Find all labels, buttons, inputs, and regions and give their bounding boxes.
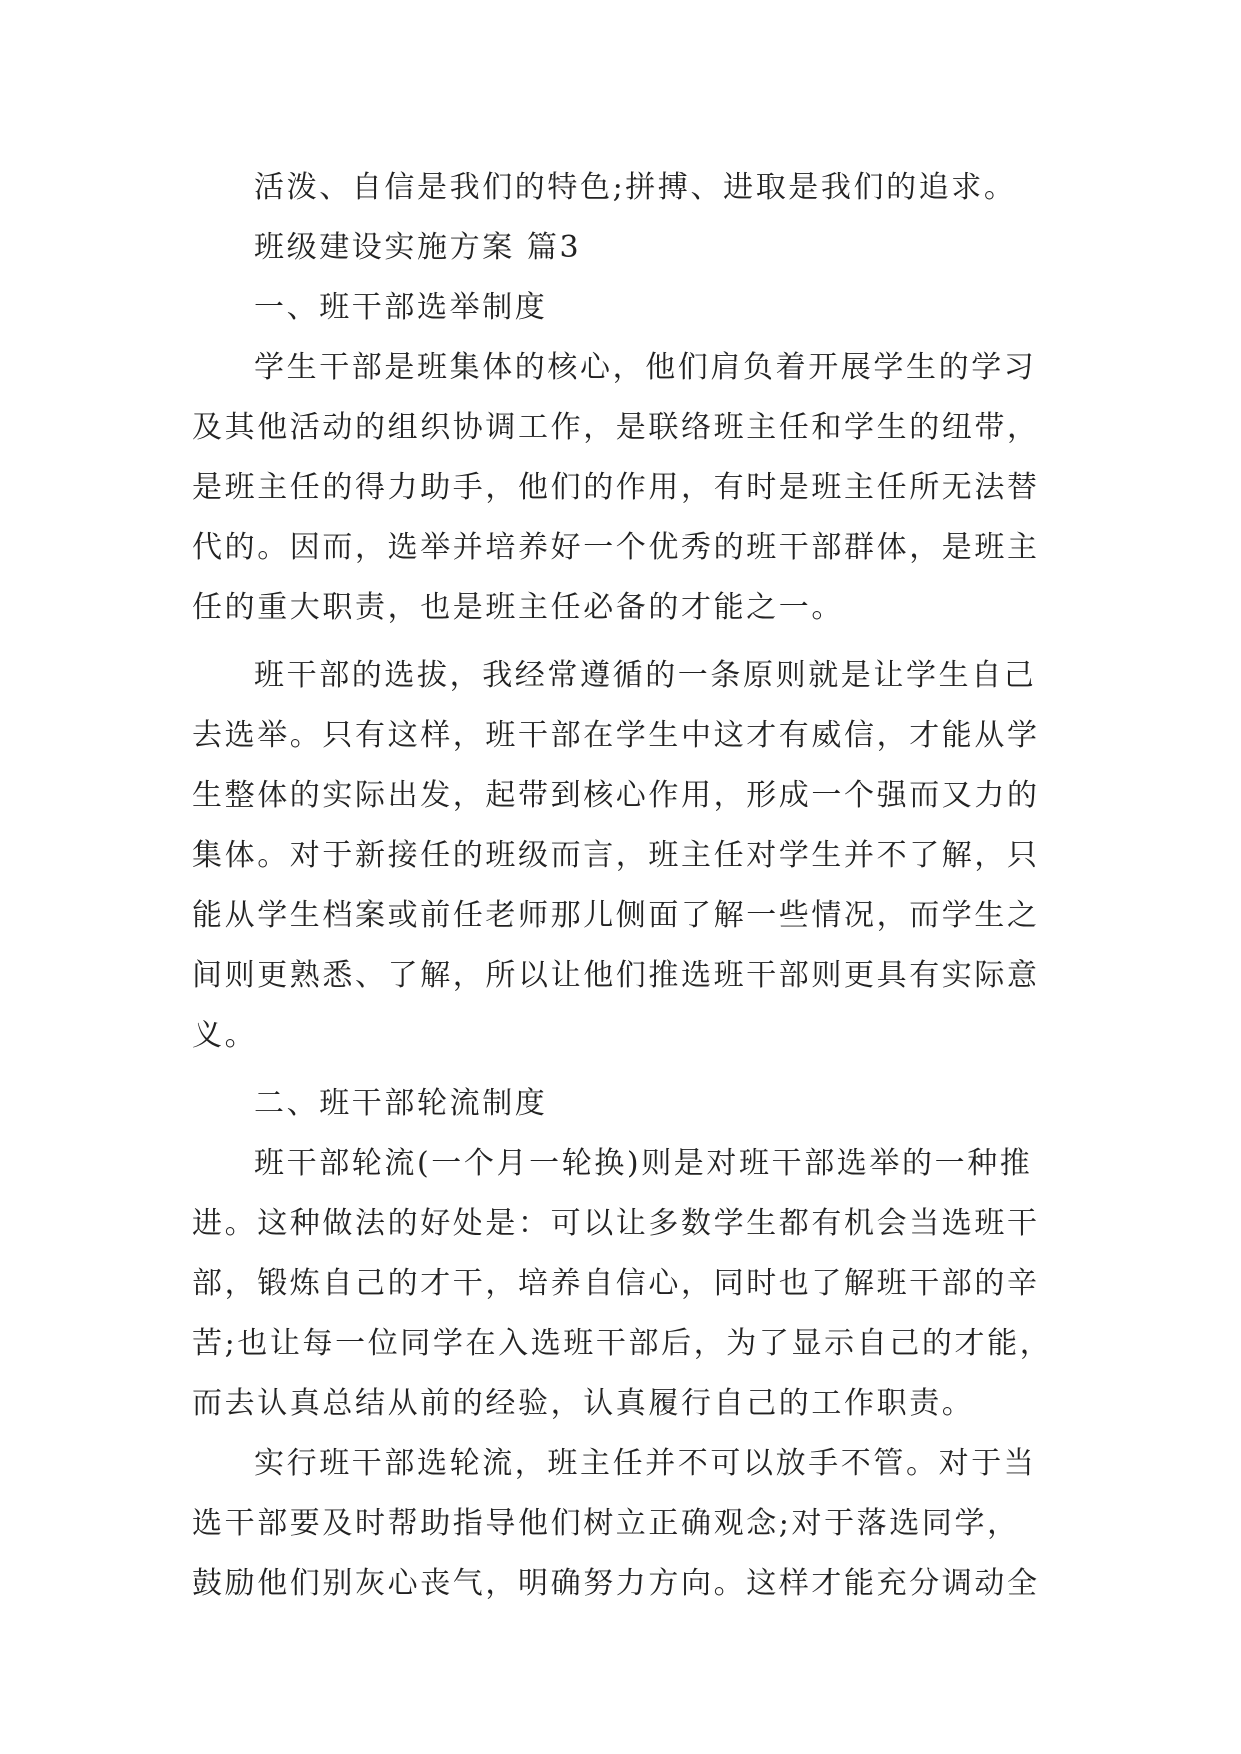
paragraph-line: 间则更熟悉、了解，所以让他们推选班干部则更具有实际意 (192, 958, 1040, 993)
paragraph-line: 部，锻炼自己的才干，培养自信心，同时也了解班干部的辛 (192, 1266, 1040, 1301)
paragraph-line: 义。 (192, 1018, 258, 1053)
paragraph-line: 进。这种做法的好处是：可以让多数学生都有机会当选班干 (192, 1206, 1040, 1241)
paragraph-line: 任的重大职责，也是班主任必备的才能之一。 (192, 590, 844, 625)
paragraph-line: 而去认真总结从前的经验，认真履行自己的工作职责。 (192, 1386, 975, 1421)
paragraph-line: 实行班干部选轮流，班主任并不可以放手不管。对于当 (254, 1446, 1037, 1481)
paragraph-line: 去选举。只有这样，班干部在学生中这才有威信，才能从学 (192, 718, 1040, 753)
paragraph-line: 班干部轮流(一个月一轮换)则是对班干部选举的一种推 (254, 1146, 1033, 1181)
paragraph-line: 代的。因而，选举并培养好一个优秀的班干部群体，是班主 (192, 530, 1040, 565)
paragraph-line: 集体。对于新接任的班级而言，班主任对学生并不了解，只 (192, 838, 1040, 873)
heading-2: 二、班干部轮流制度 (254, 1086, 548, 1121)
paragraph-line: 鼓励他们别灰心丧气，明确努力方向。这样才能充分调动全 (192, 1566, 1040, 1601)
paragraph-line: 及其他活动的组织协调工作，是联络班主任和学生的纽带， (192, 410, 1040, 445)
paragraph-line: 能从学生档案或前任老师那儿侧面了解一些情况，而学生之 (192, 898, 1040, 933)
paragraph-line: 苦;也让每一位同学在入选班干部后，为了显示自己的才能， (192, 1326, 1053, 1361)
paragraph-line: 选干部要及时帮助指导他们树立正确观念;对于落选同学， (192, 1506, 1020, 1541)
paragraph-line: 生整体的实际出发，起带到核心作用，形成一个强而又力的 (192, 778, 1040, 813)
heading-1: 一、班干部选举制度 (254, 290, 548, 325)
paragraph-line: 班干部的选拔，我经常遵循的一条原则就是让学生自己 (254, 658, 1037, 693)
section-title: 班级建设实施方案 篇3 (254, 230, 582, 265)
document-body (192, 158, 1052, 1614)
paragraph-line: 学生干部是班集体的核心，他们肩负着开展学生的学习 (254, 350, 1037, 385)
paragraph-line: 活泼、自信是我们的特色;拼搏、进取是我们的追求。 (254, 170, 1017, 205)
paragraph-line: 是班主任的得力助手，他们的作用，有时是班主任所无法替 (192, 470, 1040, 505)
